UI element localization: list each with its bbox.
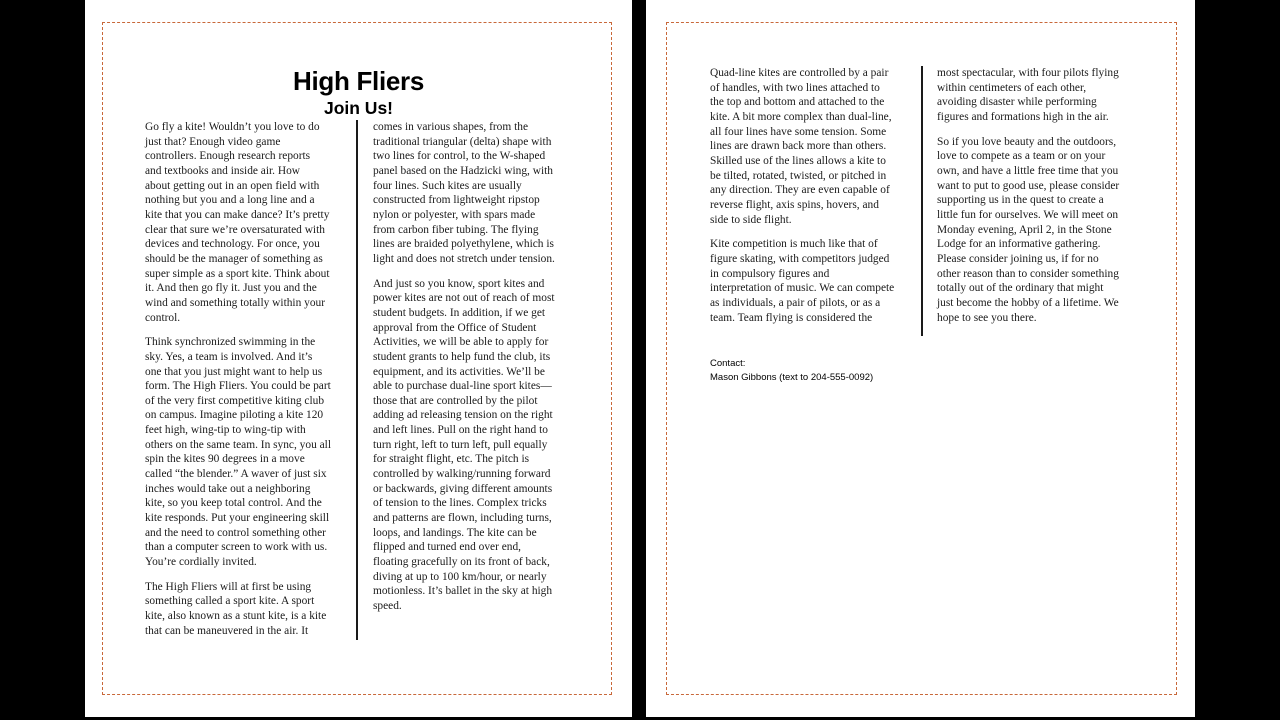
paragraph — [145, 580, 350, 639]
document-page-1 — [85, 0, 632, 717]
text-line[interactable]: most spectacular, with four pilots flying — [937, 67, 1119, 79]
paragraph — [937, 66, 1142, 125]
text-line[interactable]: just become the hobby of a lifetime. We — [937, 296, 1119, 309]
text-line[interactable]: light and does not stretch under tension. — [373, 252, 555, 265]
text-line[interactable]: from carbon fiber tubing. The flying — [373, 223, 539, 236]
text-line[interactable]: of handles, with two lines attached to — [710, 81, 880, 94]
text-line[interactable]: loops, and landings. The kite can be — [373, 526, 537, 539]
text-line[interactable]: clear that sure we’re oversaturated with — [145, 223, 325, 236]
text-line[interactable]: be tilted, rotated, twisted, or pitched in — [710, 169, 887, 182]
text-line[interactable]: Please consider joining us, if for no — [937, 252, 1099, 265]
text-line[interactable]: nylon or polyester, with spars made — [373, 208, 536, 221]
text-line[interactable]: the top and bottom and attached to the — [710, 96, 885, 109]
text-line[interactable]: than a computer screen to work with us. — [145, 541, 328, 554]
text-line[interactable]: figure skating, with competitors judged — [710, 252, 890, 265]
text-line[interactable]: controlled by walking/running forward — [373, 468, 551, 481]
contact-value: Mason Gibbons (text to 204-555-0092) — [710, 372, 874, 383]
text-line[interactable]: approval from the Office of Student — [373, 321, 537, 334]
text-line[interactable]: two lines for control, to the W-shaped — [373, 150, 546, 163]
text-line[interactable]: kite, also known as a stunt kite, is a kite — [145, 610, 327, 622]
text-line[interactable]: devices and technology. For once, you — [145, 238, 320, 251]
text-line[interactable]: panel based on the Hadzicki wing, with — [373, 164, 553, 177]
text-line[interactable]: and textbooks and inside air. How — [145, 164, 301, 177]
text-line[interactable]: supporting us in the quest to create a — [937, 194, 1104, 207]
text-line[interactable]: interpretation of music. We can compete — [710, 282, 895, 295]
text-line[interactable]: sky. Yes, a team is involved. And it’s — [145, 350, 313, 363]
text-line[interactable]: Kite competition is much like that of — [710, 238, 878, 251]
text-line[interactable]: And just so you know, sport kites and — [373, 277, 545, 290]
text-line[interactable]: diving at up to 100 km/hour, or nearly — [373, 570, 547, 583]
text-line[interactable]: own, and have a little free time that you — [937, 164, 1119, 177]
flyer-subtitle: Join Us! — [323, 98, 394, 118]
text-line[interactable]: inches would take out a neighboring — [145, 482, 311, 495]
text-line[interactable]: feet high, wing-tip to wing-tip with — [145, 424, 306, 437]
text-line[interactable]: figures and formations high in the air. — [937, 110, 1109, 123]
text-line[interactable]: motionless. It’s ballet in the sky at high — [373, 585, 553, 598]
text-line[interactable]: equipment, and its activities. We’ll be — [373, 365, 545, 378]
text-line[interactable]: super simple as a sport kite. Think about — [145, 267, 330, 280]
text-line[interactable]: Go fly a kite! Wouldn’t you love to do — [145, 121, 320, 133]
text-line[interactable]: kite, so you keep total control. And the — [145, 497, 322, 510]
text-column-1 — [145, 120, 350, 648]
document-page-2 — [646, 0, 1195, 717]
text-line[interactable]: others on the same team. In sync, you all — [145, 438, 331, 451]
text-line[interactable]: just that? Enough video game — [145, 135, 281, 148]
text-line[interactable]: traditional triangular (delta) shape with — [373, 135, 552, 148]
text-line[interactable]: and the need to control something other — [145, 526, 326, 539]
text-line[interactable]: control. — [145, 311, 181, 324]
text-line[interactable]: of tension to the lines. Complex tricks — [373, 497, 547, 510]
text-line[interactable]: controllers. Enough research reports — [145, 150, 311, 163]
column-divider — [356, 120, 358, 640]
paragraph — [373, 277, 573, 614]
text-line[interactable]: constructed from lightweight ripstop — [373, 194, 540, 207]
text-line[interactable]: want to put to good use, please consider — [937, 179, 1120, 192]
text-line[interactable]: about getting out in an open field with — [145, 179, 320, 192]
text-line[interactable]: lines are drawn back more than others. — [710, 140, 887, 153]
text-column-4 — [937, 66, 1142, 335]
text-line[interactable]: kite. A bit more complex than dual-line, — [710, 110, 892, 123]
text-line[interactable]: love to compete as a team or on your — [937, 150, 1106, 163]
text-line[interactable]: Think synchronized swimming in the — [145, 336, 316, 349]
text-line[interactable]: one that you just might want to help us — [145, 365, 323, 378]
text-line[interactable]: power kites are not out of reach of most — [373, 292, 555, 305]
text-line[interactable]: or backwards, giving different amounts — [373, 482, 553, 495]
text-line[interactable]: that can be maneuvered in the air. It — [145, 624, 309, 637]
text-line[interactable]: turn right, left to turn left, pull equally — [373, 438, 548, 451]
text-column-2 — [373, 120, 573, 624]
text-line[interactable]: those that are controlled by the pilot — [373, 394, 538, 407]
text-line[interactable]: The High Fliers will at first be using — [145, 580, 312, 593]
text-line[interactable]: adding ad releasing tension on the right — [373, 409, 553, 422]
text-line[interactable]: Monday evening, April 2, in the Stone — [937, 223, 1112, 236]
text-line[interactable]: and left lines. Pull on the right hand to — [373, 424, 548, 437]
text-line[interactable]: for straight flight, etc. The pitch is — [373, 453, 530, 466]
text-line[interactable]: within centimeters of each other, — [937, 81, 1087, 94]
text-line[interactable]: Quad-line kites are controlled by a pair — [710, 67, 889, 79]
text-line[interactable]: able to purchase dual-line sport kites— — [373, 380, 552, 393]
text-line[interactable]: comes in various shapes, from the — [373, 121, 529, 133]
contact-block — [710, 357, 873, 385]
text-line[interactable]: other reason than to consider something — [937, 267, 1119, 280]
text-line[interactable]: student budgets. In addition, if we get — [373, 306, 546, 319]
text-line[interactable]: team. Team flying is considered the — [710, 311, 873, 324]
text-line[interactable]: Activities, we will be able to apply for — [373, 336, 549, 349]
text-line[interactable]: in compulsory figures and — [710, 267, 830, 280]
text-line[interactable]: avoiding disaster while performing — [937, 96, 1097, 109]
text-line[interactable]: little fun for ourselves. We will meet on — [937, 208, 1119, 221]
paragraph — [710, 237, 910, 325]
text-line[interactable]: of the very first competitive kiting club — [145, 394, 325, 407]
text-line[interactable]: hope to see you there. — [937, 311, 1037, 324]
paragraph — [937, 135, 1142, 326]
text-line[interactable]: all four lines have some tension. Some — [710, 125, 887, 138]
text-line[interactable]: lines are braided polyethylene, which is — [373, 238, 554, 251]
text-line[interactable]: spin the kites 90 degrees in a move — [145, 453, 305, 466]
paragraph — [145, 335, 350, 570]
text-line[interactable]: So if you love beauty and the outdoors, — [937, 135, 1117, 148]
text-line[interactable]: called “the blender.” A waver of just six — [145, 468, 327, 481]
text-line[interactable]: kite responds. Put your engineering skill — [145, 512, 330, 525]
text-line[interactable]: speed. — [373, 600, 402, 612]
text-line[interactable]: as individuals, a pair of pilots, or as a — [710, 296, 881, 309]
paragraph — [145, 120, 350, 325]
text-line[interactable]: on campus. Imagine piloting a kite 120 — [145, 409, 324, 422]
text-line[interactable]: and patterns are flown, including turns, — [373, 512, 552, 525]
text-line[interactable]: wind and something totally within your — [145, 296, 326, 309]
text-line[interactable]: You’re cordially invited. — [145, 556, 257, 569]
column-divider — [921, 66, 923, 336]
text-line[interactable]: kite that you can make dance? It’s pretty — [145, 208, 330, 221]
text-line[interactable]: form. The High Fliers. You could be part — [145, 380, 331, 393]
text-line[interactable]: side to side flight. — [710, 213, 792, 226]
flyer-title: High Fliers — [292, 66, 425, 96]
text-line[interactable]: nothing but you and a long line and a — [145, 194, 315, 207]
text-line[interactable]: four lines. Such kites are usually — [373, 179, 522, 192]
text-line[interactable]: student grants to help fund the club, its — [373, 350, 551, 363]
text-line[interactable]: floating gracefully on its front of back, — [373, 556, 550, 569]
text-line[interactable]: flipped and turned end over end, — [373, 541, 522, 554]
text-line[interactable]: Lodge for an informative gathering. — [937, 238, 1101, 251]
text-line[interactable]: something called a sport kite. A sport — [145, 595, 315, 608]
paragraph — [710, 66, 910, 227]
text-line[interactable]: totally out of the ordinary that might — [937, 282, 1104, 295]
text-line[interactable]: reverse flight, axis spins, hovers, and — [710, 198, 879, 211]
text-line[interactable]: Skilled use of the lines allows a kite to — [710, 154, 886, 167]
text-line[interactable]: any direction. They are even capable of — [710, 184, 890, 197]
paragraph — [373, 120, 573, 267]
contact-label: Contact: — [710, 358, 746, 369]
text-column-3 — [710, 66, 910, 335]
text-line[interactable]: should be the manager of something as — [145, 252, 323, 265]
text-line[interactable]: it. And then go fly it. Just you and the — [145, 282, 317, 295]
